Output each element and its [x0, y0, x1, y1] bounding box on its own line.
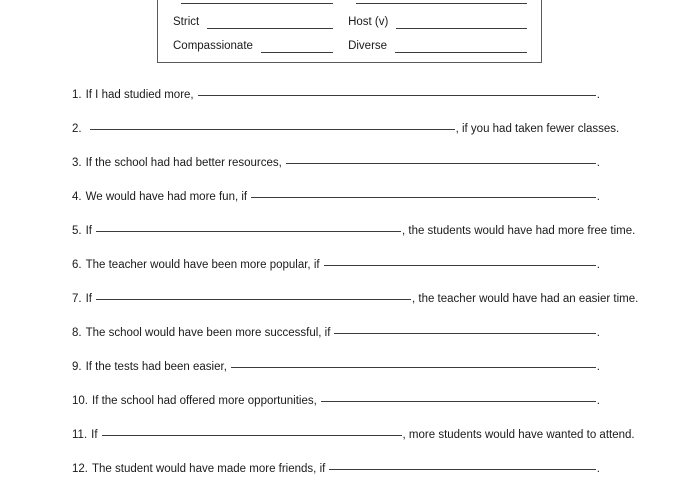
- vocab-cell: [158, 35, 345, 59]
- vocab-cell: [345, 11, 541, 35]
- exercise-line: [72, 123, 620, 136]
- exercise-tail-text: , if you had taken fewer classes.: [455, 123, 620, 135]
- vocab-row: [158, 35, 541, 59]
- exercise-lead-text: The school would have been more successful, if: [85, 327, 331, 339]
- exercise-number: 10.: [72, 395, 88, 407]
- vocab-answer-rule[interactable]: [207, 28, 333, 29]
- vocab-cell: [158, 0, 345, 10]
- exercise-number: 1.: [72, 89, 82, 101]
- exercise-item: [72, 123, 620, 157]
- exercise-item: [72, 395, 600, 429]
- exercise-terminal-period: .: [596, 395, 600, 407]
- exercise-line: [72, 191, 600, 204]
- exercise-line: [72, 259, 600, 272]
- exercise-number: 5.: [72, 225, 82, 237]
- exercise-answer-blank[interactable]: [231, 367, 596, 368]
- exercise-item: [72, 191, 600, 225]
- exercise-tail-text: , more students would have wanted to attend.: [402, 429, 635, 441]
- exercise-item: [72, 259, 600, 293]
- exercise-lead-text: If the tests had been easier,: [85, 361, 227, 373]
- exercise-answer-blank[interactable]: [324, 265, 596, 266]
- vocab-answer-rule[interactable]: [396, 28, 527, 29]
- exercise-lead-text: We would have had more fun, if: [85, 191, 248, 203]
- exercise-number: 2.: [72, 123, 82, 135]
- exercise-list: [72, 89, 639, 497]
- vocab-cell: [158, 11, 345, 35]
- vocab-cell: [345, 35, 541, 59]
- exercise-number: 7.: [72, 293, 82, 305]
- vocab-row: [158, 0, 541, 10]
- exercise-terminal-period: .: [596, 89, 600, 101]
- exercise-lead-text: If: [85, 225, 92, 237]
- exercise-terminal-period: .: [596, 463, 600, 475]
- exercise-lead-text: The teacher would have been more popular, if: [85, 259, 320, 271]
- vocab-answer-rule[interactable]: [261, 52, 333, 53]
- vocab-row: [158, 11, 541, 35]
- vocab-cell: [345, 0, 541, 10]
- exercise-tail-text: , the teacher would have had an easier time.: [411, 293, 639, 305]
- vocab-answer-rule[interactable]: [356, 3, 527, 4]
- vocab-word-label: Diverse: [348, 40, 388, 53]
- exercise-answer-blank[interactable]: [102, 435, 402, 436]
- exercise-item: [72, 429, 635, 463]
- exercise-number: 6.: [72, 259, 82, 271]
- exercise-line: [72, 327, 600, 340]
- exercise-number: 3.: [72, 157, 82, 169]
- exercise-item: [72, 327, 600, 361]
- exercise-terminal-period: .: [596, 361, 600, 373]
- exercise-item: [72, 293, 639, 327]
- exercise-item: [72, 463, 600, 497]
- exercise-answer-blank[interactable]: [90, 129, 455, 130]
- exercise-terminal-period: .: [596, 327, 600, 339]
- exercise-answer-blank[interactable]: [96, 231, 401, 232]
- exercise-line: [72, 429, 635, 442]
- exercise-answer-blank[interactable]: [96, 299, 411, 300]
- vocab-answer-rule[interactable]: [395, 52, 527, 53]
- exercise-item: [72, 157, 600, 191]
- exercise-number: 12.: [72, 463, 88, 475]
- exercise-line: [72, 293, 639, 306]
- exercise-line: [72, 361, 600, 374]
- exercise-line: [72, 89, 600, 102]
- exercise-line: [72, 395, 600, 408]
- exercise-number: 9.: [72, 361, 82, 373]
- exercise-terminal-period: .: [596, 157, 600, 169]
- exercise-item: [72, 89, 600, 123]
- exercise-line: [72, 463, 600, 476]
- exercise-lead-text: If the school had offered more opportunities,: [92, 395, 317, 407]
- exercise-lead-text: If I had studied more,: [85, 89, 194, 101]
- exercise-answer-blank[interactable]: [286, 163, 596, 164]
- vocabulary-word-box: [157, 0, 542, 63]
- exercise-lead-text: If: [91, 429, 98, 441]
- exercise-line: [72, 225, 636, 238]
- exercise-number: 11.: [72, 429, 88, 441]
- exercise-item: [72, 361, 600, 395]
- exercise-terminal-period: .: [596, 259, 600, 271]
- exercise-answer-blank[interactable]: [198, 95, 596, 96]
- exercise-terminal-period: .: [596, 191, 600, 203]
- exercise-answer-blank[interactable]: [321, 401, 596, 402]
- vocab-word-label: Strict: [173, 16, 200, 29]
- exercise-line: [72, 157, 600, 170]
- vocab-word-label: Host (v): [348, 16, 389, 29]
- vocab-word-label: Compassionate: [173, 40, 253, 53]
- exercise-answer-blank[interactable]: [334, 333, 595, 334]
- exercise-item: [72, 225, 636, 259]
- exercise-number: 8.: [72, 327, 82, 339]
- vocab-answer-rule[interactable]: [181, 3, 333, 4]
- exercise-number: 4.: [72, 191, 82, 203]
- exercise-answer-blank[interactable]: [251, 197, 596, 198]
- exercise-lead-text: The student would have made more friends, if: [92, 463, 326, 475]
- exercise-tail-text: , the students would have had more free time.: [401, 225, 636, 237]
- exercise-lead-text: If the school had had better resources,: [85, 157, 282, 169]
- exercise-lead-text: If: [85, 293, 92, 305]
- exercise-answer-blank[interactable]: [329, 469, 595, 470]
